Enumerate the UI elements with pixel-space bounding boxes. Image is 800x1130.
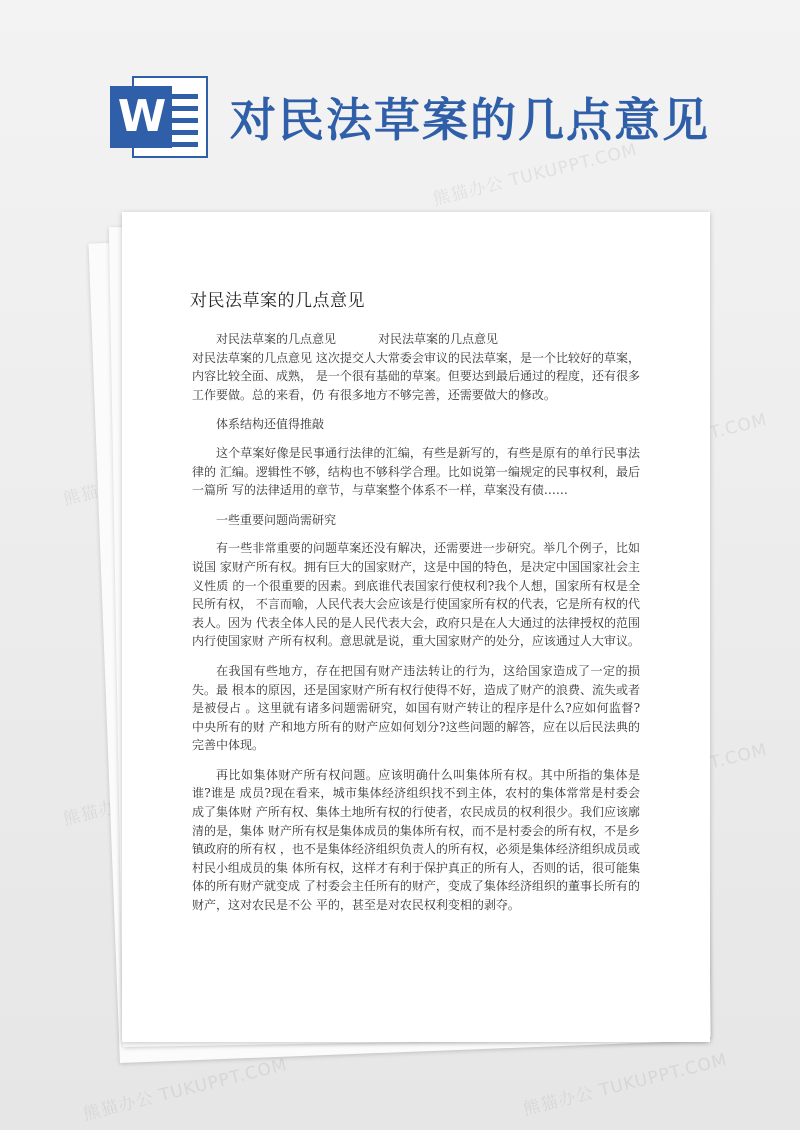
subtitle-text: 对民法草案的几点意见: [216, 332, 337, 346]
word-document-icon: [110, 72, 210, 164]
document-title: 对民法草案的几点意见: [190, 291, 365, 311]
document-page: [122, 212, 710, 1042]
section-heading: 体系结构还值得推敲: [216, 417, 325, 432]
subtitle-text: 对民法草案的几点意见: [378, 332, 499, 346]
body-paragraph: 这个草案好像是民事通行法律的汇编，有些是新写的，有些是原有的单行民事法律的 汇编。逻辑性不够，结构也不够科学合理。比如说第一编规定的民事权利，最后一篇所 写的法律适用的章节，与草案整个体系不一样，草案没有债……: [192, 445, 640, 498]
body-paragraph: 有一些非常重要的问题草案还没有解决，还需要进一步研究。举几个例子，比如说国 家财产所有权。拥有巨大的国家财产，这是中国的特色，是决定中国国家社会主义性质 的一个很重要的因素。到底谁代表国家行使权利?我个人想，国家所有权是全民所有权， 不言而喻，人民代表大会应该是行使国家所有权的代表，它是所有权的代表人。因为 代表全体人民的是人民代表大会，政府只是在人大通过的法律授权的范围内行使国家财 产所有权利。意思就是说，重大国家财产的处分，应该通过人大审议。: [192, 541, 640, 649]
banner-title: 对民法草案的几点意见: [230, 93, 710, 147]
word-badge: W: [110, 86, 172, 148]
document-subtitle-line: [192, 330, 640, 349]
body-paragraph: 再比如集体财产所有权问题。应该明确什么叫集体所有权。其中所指的集体是谁?谁是 成员?现在看来，城市集体经济组织找不到主体，农村的集体常常是村委会成了集体财 产所有权、集体土地所有权的行使者，农民成员的权利很少。我们应该廓清的是，集体 财产所有权是集体成员的集体所有权，而不是村委会的所有权，不是乡镇政府的所有权 ，也不是集体经济组织负责人的所有权，必须是集体经济组织成员或村民小组成员的集 体所有权，这样才有利于保护真正的所有人，否则的话，很可能集体的所有财产就变成 了村委会主任所有的财产，变成了集体经济组织的董事长所有的财产，这对农民是不公 平的，甚至是对农民权利变相的剥夺。: [192, 767, 640, 913]
intro-paragraph: 对民法草案的几点意见 这次提交人大常委会审议的民法草案，是一个比较好的草案，内容比较全面、成熟， 是一个很有基础的草案。但要达到最后通过的程度，还有很多工作要做。总的来看，仍 有很多地方不够完善，还需要做大的修改。: [192, 350, 640, 402]
section-heading: 一些重要问题尚需研究: [216, 512, 337, 527]
body-paragraph: 在我国有些地方，存在把国有财产违法转让的行为，这给国家造成了一定的损失。最 根本的原因，还是国家财产所有权行使得不好，造成了财产的浪费、流失或者是被侵占 。这里就有诸多问题需研究，如国有财产转让的程序是什么?应如何监督?中央所有的财 产和地方所有的财产应如何划分?这些问题的解答，应在以后民法典的完善中体现。: [192, 663, 640, 753]
document-body: [192, 330, 640, 926]
